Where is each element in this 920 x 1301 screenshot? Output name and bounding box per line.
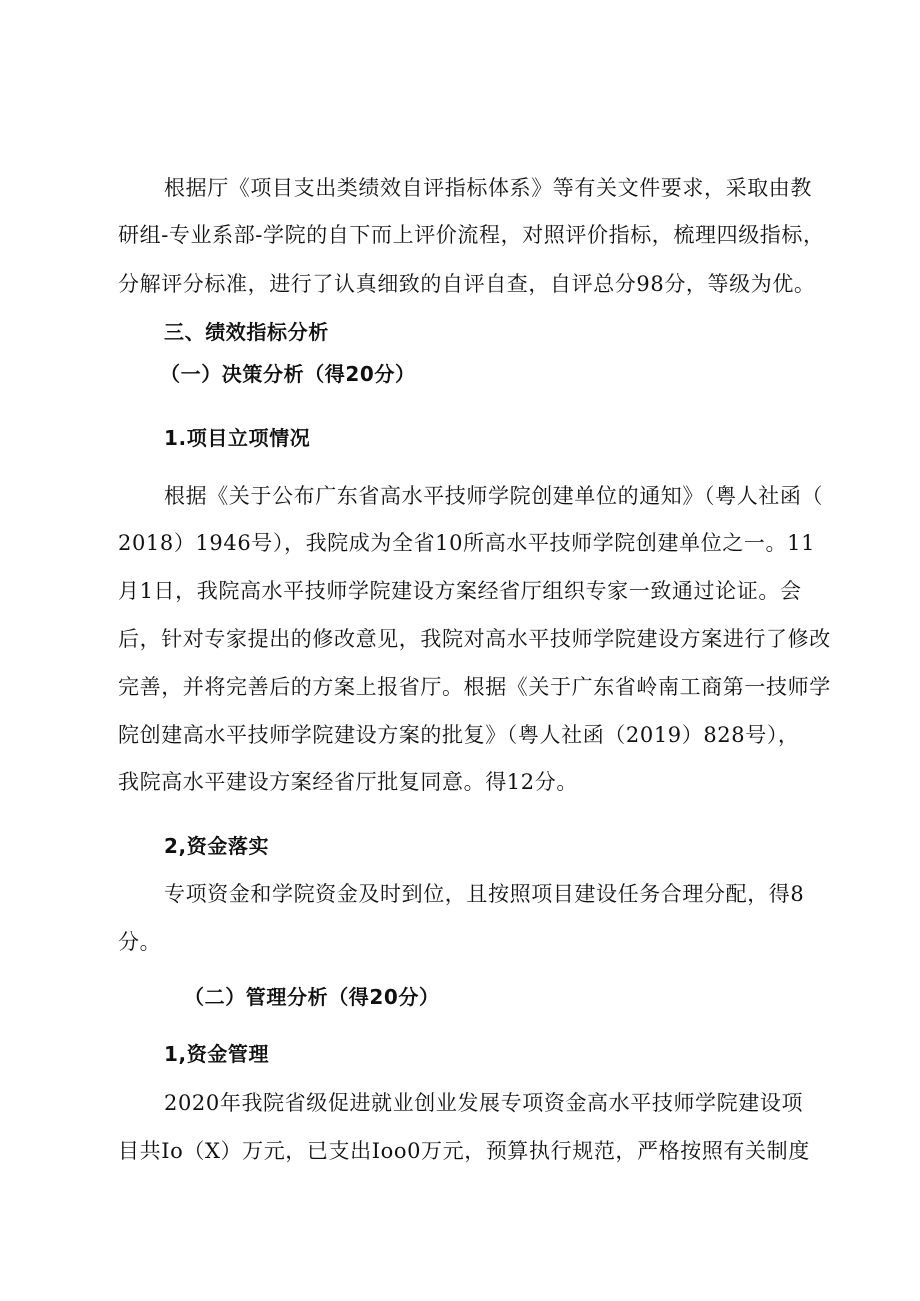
paragraph-line: 院创建高水平技师学院建设方案的批复》（粤人社函（2019）828号）， <box>118 723 800 747</box>
paragraph-line: 我院高水平建设方案经省厅批复同意。得12分。 <box>118 770 578 794</box>
paragraph-line: 分。 <box>118 930 162 954</box>
item-heading: 1.项目立项情况 <box>164 426 311 450</box>
paragraph-line: 2018）1946号），我院成为全省10所高水平技师学院创建单位之一。11 <box>118 531 816 555</box>
subsection-heading: （二）管理分析（得20分） <box>184 985 440 1009</box>
item-heading: 1,资金管理 <box>164 1042 270 1066</box>
section-heading: 三、绩效指标分析 <box>164 320 329 344</box>
paragraph-line: 研组-专业系部-学院的自下而上评价流程，对照评价指标，梳理四级指标， <box>118 223 825 247</box>
paragraph-line: 根据《关于公布广东省高水平技师学院创建单位的通知》（粤人社函（ <box>164 484 824 508</box>
paragraph-line: 专项资金和学院资金及时到位，且按照项目建设任务合理分配，得8 <box>164 882 805 906</box>
paragraph-line: 完善，并将完善后的方案上报省厅。根据《关于广东省岭南工商第一技师学 <box>118 675 831 699</box>
paragraph-line: 2020年我院省级促进就业创业发展专项资金高水平技师学院建设项 <box>164 1091 804 1115</box>
item-heading: 2,资金落实 <box>164 834 270 858</box>
paragraph-line: 分解评分标准，进行了认真细致的自评自查，自评总分98分，等级为优。 <box>118 272 816 296</box>
paragraph-line: 目共Io（X）万元，已支出Ioo0万元，预算执行规范，严格按照有关制度 <box>118 1139 810 1163</box>
subsection-heading: （一）决策分析（得20分） <box>160 362 416 386</box>
paragraph-line: 后，针对专家提出的修改意见，我院对高水平技师学院建设方案进行了修改 <box>118 627 831 651</box>
paragraph-line: 月1日，我院高水平技师学院建设方案经省厅组织专家一致通过论证。会 <box>118 579 802 603</box>
paragraph-line: 根据厅《项目支出类绩效自评指标体系》等有关文件要求，采取由教 <box>164 176 812 200</box>
